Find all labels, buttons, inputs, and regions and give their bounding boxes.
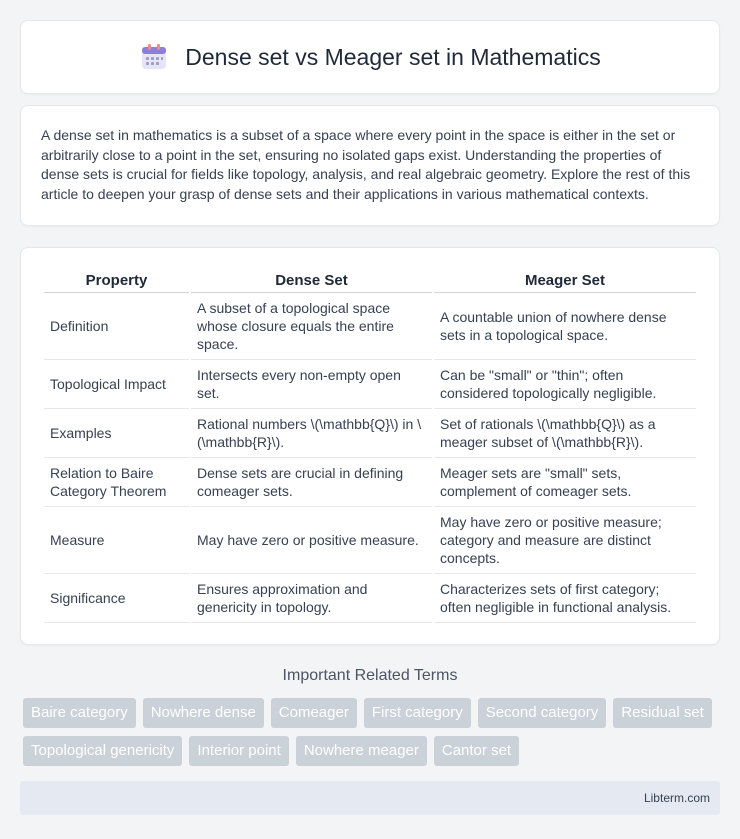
table-row [44, 574, 696, 623]
cell-dense: Dense sets are crucial in defining comeager sets. [191, 458, 432, 507]
calendar-icon [139, 42, 169, 72]
cell-meager: Characterizes sets of first category; often negligible in functional analysis. [434, 574, 696, 623]
term-tag-nowhere-dense[interactable]: Nowhere dense [143, 698, 264, 728]
cell-meager: A countable union of nowhere dense sets in a topological space. [434, 293, 696, 360]
comparison-table [42, 268, 698, 623]
cell-property: Topological Impact [44, 360, 189, 409]
cell-meager: Can be "small" or "thin"; often considered topologically negligible. [434, 360, 696, 409]
cell-property: Relation to Baire Category Theorem [44, 458, 189, 507]
term-tag-cantor-set[interactable]: Cantor set [434, 736, 519, 766]
footer [20, 781, 720, 815]
term-tag-nowhere-meager[interactable]: Nowhere meager [296, 736, 427, 766]
cell-property: Significance [44, 574, 189, 623]
table-row [44, 458, 696, 507]
cell-property: Measure [44, 507, 189, 574]
footer-site-link[interactable]: Libterm.com [643, 791, 710, 805]
cell-meager: May have zero or positive measure; category and measure are distinct concepts. [434, 507, 696, 574]
page-title: Dense set vs Meager set in Mathematics [185, 43, 601, 70]
cell-dense: Intersects every non-empty open set. [191, 360, 432, 409]
table-row [44, 409, 696, 458]
cell-dense: A subset of a topological space whose closure equals the entire space. [191, 293, 432, 360]
related-terms-title: Important Related Terms [282, 667, 458, 684]
cell-meager: Set of rationals \(\mathbb{Q}\) as a meager subset of \(\mathbb{R}\). [434, 409, 696, 458]
term-tag-residual-set[interactable]: Residual set [613, 698, 712, 728]
term-tag-topological-genericity[interactable]: Topological genericity [23, 736, 182, 766]
column-header-property: Property [44, 268, 189, 293]
comparison-table-card [20, 247, 720, 645]
related-terms-list [20, 698, 720, 766]
term-tag-interior-point[interactable]: Interior point [189, 736, 288, 766]
cell-property: Definition [44, 293, 189, 360]
table-row [44, 360, 696, 409]
column-header-meager-set: Meager Set [434, 268, 696, 293]
column-header-dense-set: Dense Set [191, 268, 432, 293]
term-tag-baire-category[interactable]: Baire category [23, 698, 136, 728]
cell-dense: May have zero or positive measure. [191, 507, 432, 574]
cell-dense: Rational numbers \(\mathbb{Q}\) in \(\mathbb{R}\). [191, 409, 432, 458]
table-row [44, 507, 696, 574]
table-header-row [44, 268, 696, 293]
table-row [44, 293, 696, 360]
term-tag-comeager[interactable]: Comeager [271, 698, 357, 728]
intro-paragraph: A dense set in mathematics is a subset of a space where every point in the space is either in the set or arbitrarily close to a point in the set, ensuring no isolated gaps exist. Understanding the properties of dense sets is crucial for fields like topology, analysis, and real algebraic geometry. Explore the rest of this article to deepen your grasp of dense sets and their applications in various mathematical contexts. [20, 105, 720, 226]
cell-property: Examples [44, 409, 189, 458]
cell-meager: Meager sets are "small" sets, complement of comeager sets. [434, 458, 696, 507]
term-tag-second-category[interactable]: Second category [478, 698, 607, 728]
page-header [20, 20, 720, 94]
cell-dense: Ensures approximation and genericity in topology. [191, 574, 432, 623]
term-tag-first-category[interactable]: First category [364, 698, 471, 728]
